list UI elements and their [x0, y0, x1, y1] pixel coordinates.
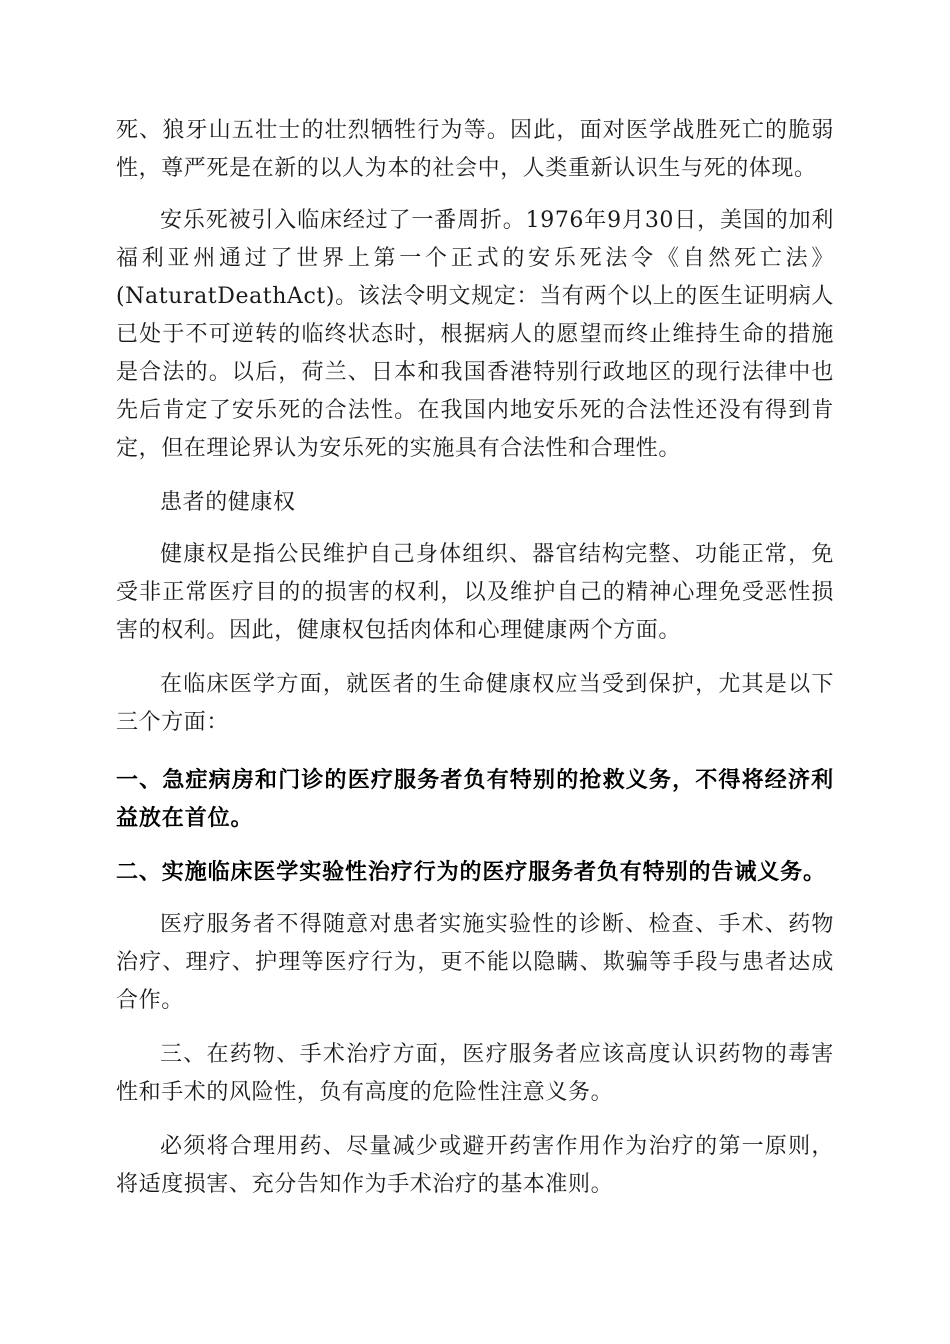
- section-heading-health-right: 患者的健康权: [160, 490, 296, 515]
- paragraph-experimental-restriction: 医疗服务者不得随意对患者实施实验性的诊断、检查、手术、药物治疗、理疗、护理等医疗行为，更不能以隐瞒、欺骗等手段与患者达成合作。: [116, 912, 834, 1013]
- bold-item-experimental-duty: 二、实施临床医学实验性治疗行为的医疗服务者负有特别的告诫义务。: [116, 860, 826, 885]
- paragraph-health-right-definition: 健康权是指公民维护自己身体组织、器官结构完整、功能正常，免受非正常医疗目的的损害的权利，以及维护自己的精神心理免受恶性损害的权利。因此，健康权包括肉体和心理健康两个方面。: [116, 542, 834, 643]
- paragraph-euthanasia-history: 安乐死被引入临床经过了一番周折。1976年9月30日，美国的加利福利亚州通过了世界上第一个正式的安乐死法令《自然死亡法》(NaturatDeathAct)。该法令明文规定：当有两个以上的医生证明病人已处于不可逆转的临终状态时，根据病人的愿望而终止维持生命的措施是合法的。以后，荷兰、日本和我国香港特别行政地区的现行法律中也先后肯定了安乐死的合法性。在我国内地安乐死的合法性还没有得到肯定，但在理论界认为安乐死的实施具有合法性和合理性。: [116, 208, 834, 461]
- paragraph-treatment-principles: 必须将合理用药、尽量减少或避开药害作用作为治疗的第一原则，将适度损害、充分告知作为手术治疗的基本准则。: [116, 1134, 834, 1197]
- bold-item-emergency-duty: 一、急症病房和门诊的医疗服务者负有特别的抢救义务，不得将经济利益放在首位。: [116, 768, 834, 831]
- paragraph-clinical-protection: 在临床医学方面，就医者的生命健康权应当受到保护，尤其是以下三个方面：: [116, 672, 834, 735]
- paragraph-dignified-death: 死、狼牙山五壮士的壮烈牺牲行为等。因此，面对医学战胜死亡的脆弱性，尊严死是在新的以人为本的社会中，人类重新认识生与死的体现。: [116, 118, 834, 181]
- paragraph-drug-surgery-duty: 三、在药物、手术治疗方面，医疗服务者应该高度认识药物的毒害性和手术的风险性，负有高度的危险性注意义务。: [116, 1042, 834, 1105]
